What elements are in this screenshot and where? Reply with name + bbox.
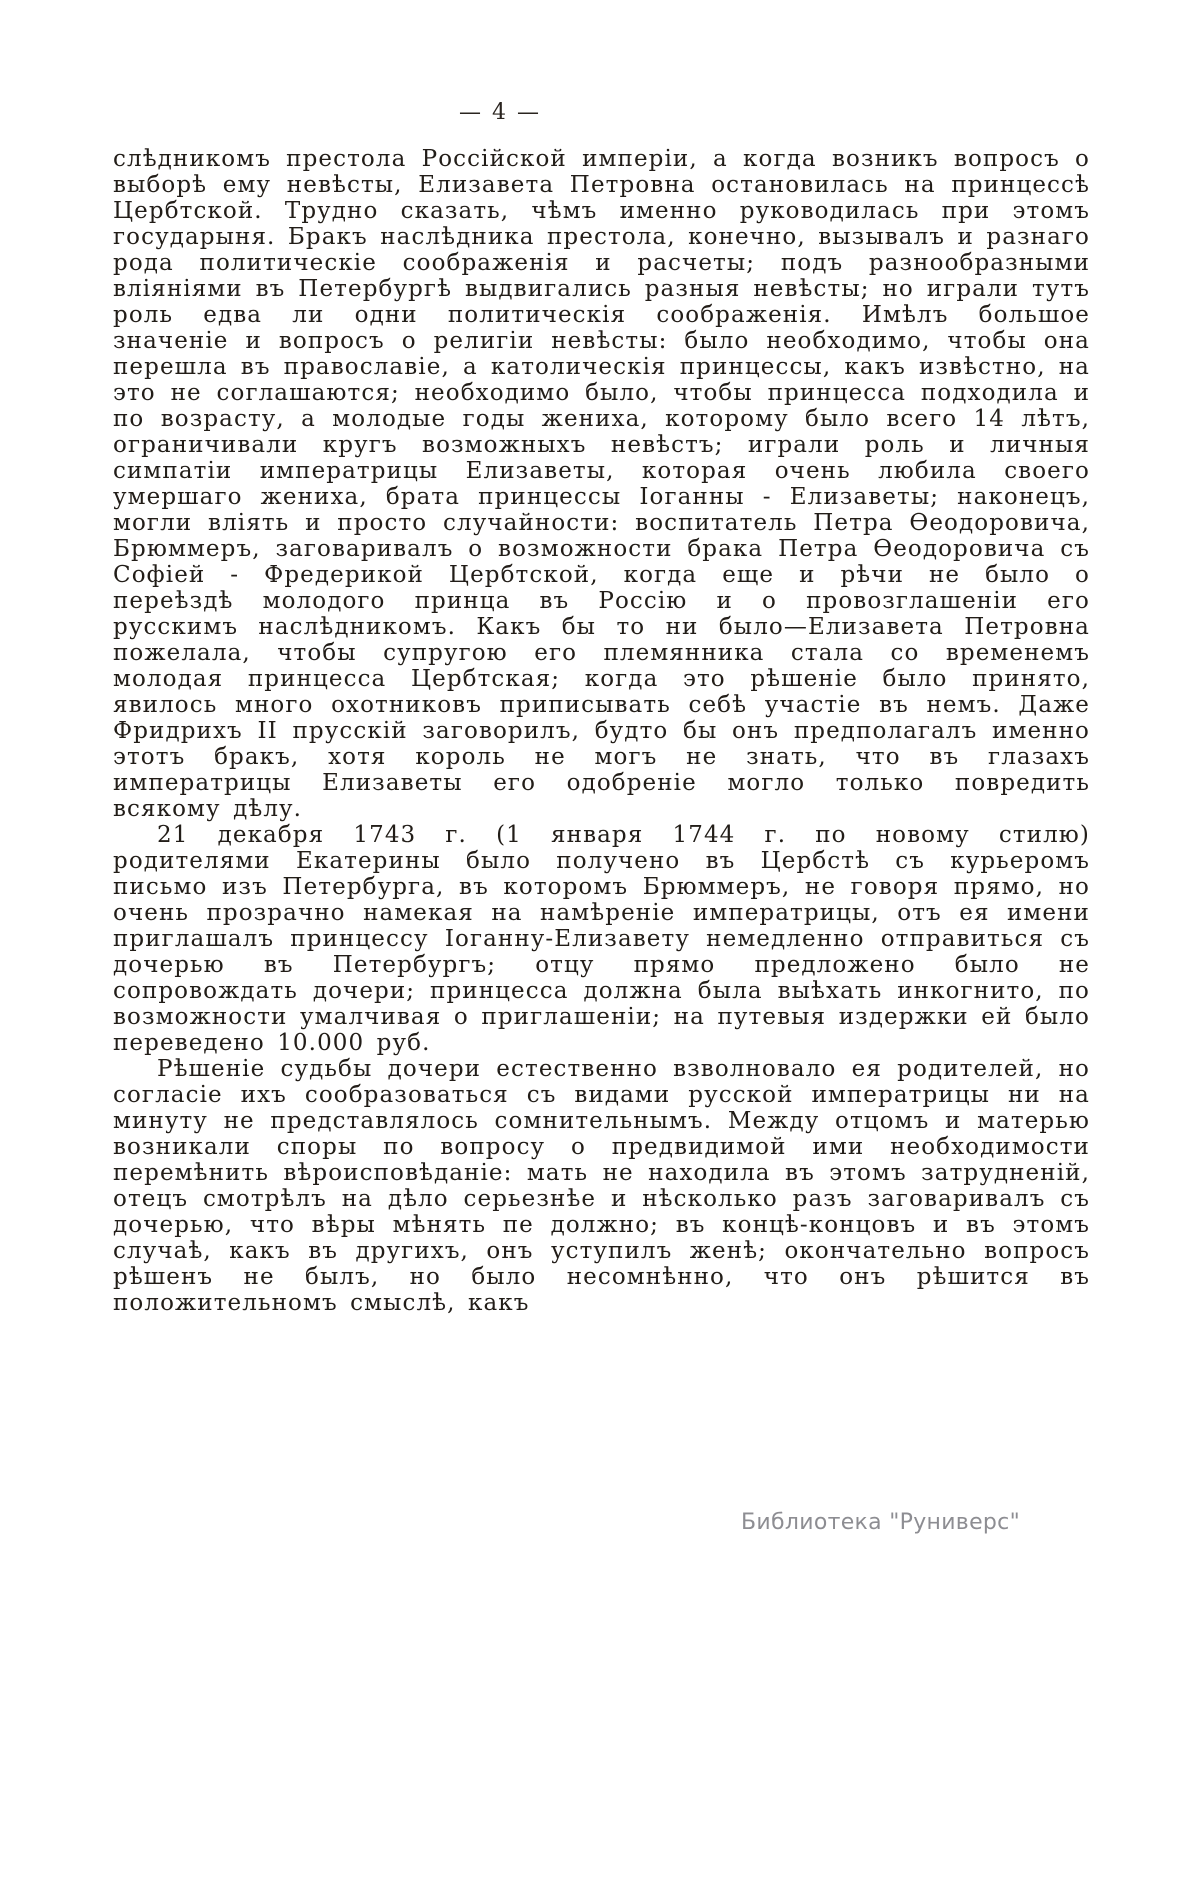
- paragraph-2: 21 декабря 1743 г. (1 января 1744 г. по новому стилю) родителями Екатерины было получено въ Цербстѣ съ курьеромъ письмо изъ Петербурга, въ которомъ Брюммеръ, не говоря прямо, но очень прозрачно намекая на намѣреніе императрицы, отъ ея имени приглашалъ принцессу Іоганну-Елизавету немедленно отправиться съ дочерью въ Петербургъ; отцу прямо предложено было не сопровождать дочери; принцесса должна была выѣхать инкогнито, по возможности умалчивая о приглашеніи; на путевыя издержки ей было переведено 10.000 руб.: [113, 822, 1090, 1056]
- page-text: [113, 146, 1090, 1316]
- paragraph-3: Рѣшеніе судьбы дочери естественно взволновало ея родителей, но согласіе ихъ сообразоваться съ видами русской императрицы ни на минуту не представлялось сомнительнымъ. Между отцомъ и матерью возникали споры по вопросу о предвидимой ими необходимости перемѣнить вѣроисповѣданіе: мать не находила въ этомъ затрудненій, отецъ смотрѣлъ на дѣло серьезнѣе и нѣсколько разъ заговаривалъ съ дочерью, что вѣры мѣнять пе должно; въ концѣ-концовъ и въ этомъ случаѣ, какъ въ другихъ, онъ уступилъ женѣ; окончательно вопросъ рѣшенъ не былъ, но было несомнѣнно, что онъ рѣшится въ положительномъ смыслѣ, какъ: [113, 1056, 1090, 1316]
- paragraph-1: слѣдникомъ престола Россійской имперіи, а когда возникъ вопросъ о выборѣ ему невѣсты, Елизавета Петровна остановилась на принцессѣ Цербтской. Трудно сказать, чѣмъ именно руководилась при этомъ государыня. Бракъ наслѣдника престола, конечно, вызывалъ и разнаго рода политическіе соображенія и расчеты; подъ разнообразными вліяніями въ Петербургѣ выдвигались разныя невѣсты; но играли тутъ роль едва ли одни политическія соображенія. Имѣлъ большое значеніе и вопросъ о религіи невѣсты: было необходимо, чтобы она перешла въ православіе, а католическія принцессы, какъ извѣстно, на это не соглашаются; необходимо было, чтобы принцесса подходила и по возрасту, а молодые годы жениха, которому было всего 14 лѣтъ, ограничивали кругъ возможныхъ невѣстъ; играли роль и личныя симпатіи императрицы Елизаветы, которая очень любила своего умершаго жениха, брата принцессы Іоганны - Елизаветы; наконецъ, могли вліять и просто случайности: воспитатель Петра Ѳеодоровича, Брюммеръ, заговаривалъ о возможности брака Петра Ѳеодоровича съ Софіей - Фредерикой Цербтской, когда еще и рѣчи не было о переѣздѣ молодого принца въ Россію и о провозглашеніи его русскимъ наслѣдникомъ. Какъ бы то ни было—Елизавета Петровна пожелала, чтобы супругою его племянника стала со временемъ молодая принцесса Цербтская; когда это рѣшеніе было принято, явилось много охотниковъ приписывать себѣ участіе въ немъ. Даже Фридрихъ II прусскій заговорилъ, будто бы онъ предполагалъ именно этотъ бракъ, хотя король не могъ не знать, что въ глазахъ императрицы Елизаветы его одобреніе могло только повредить всякому дѣлу.: [113, 146, 1090, 822]
- page-number: — 4 —: [459, 100, 541, 125]
- library-watermark: Библиотека "Руниверс": [741, 1510, 1020, 1535]
